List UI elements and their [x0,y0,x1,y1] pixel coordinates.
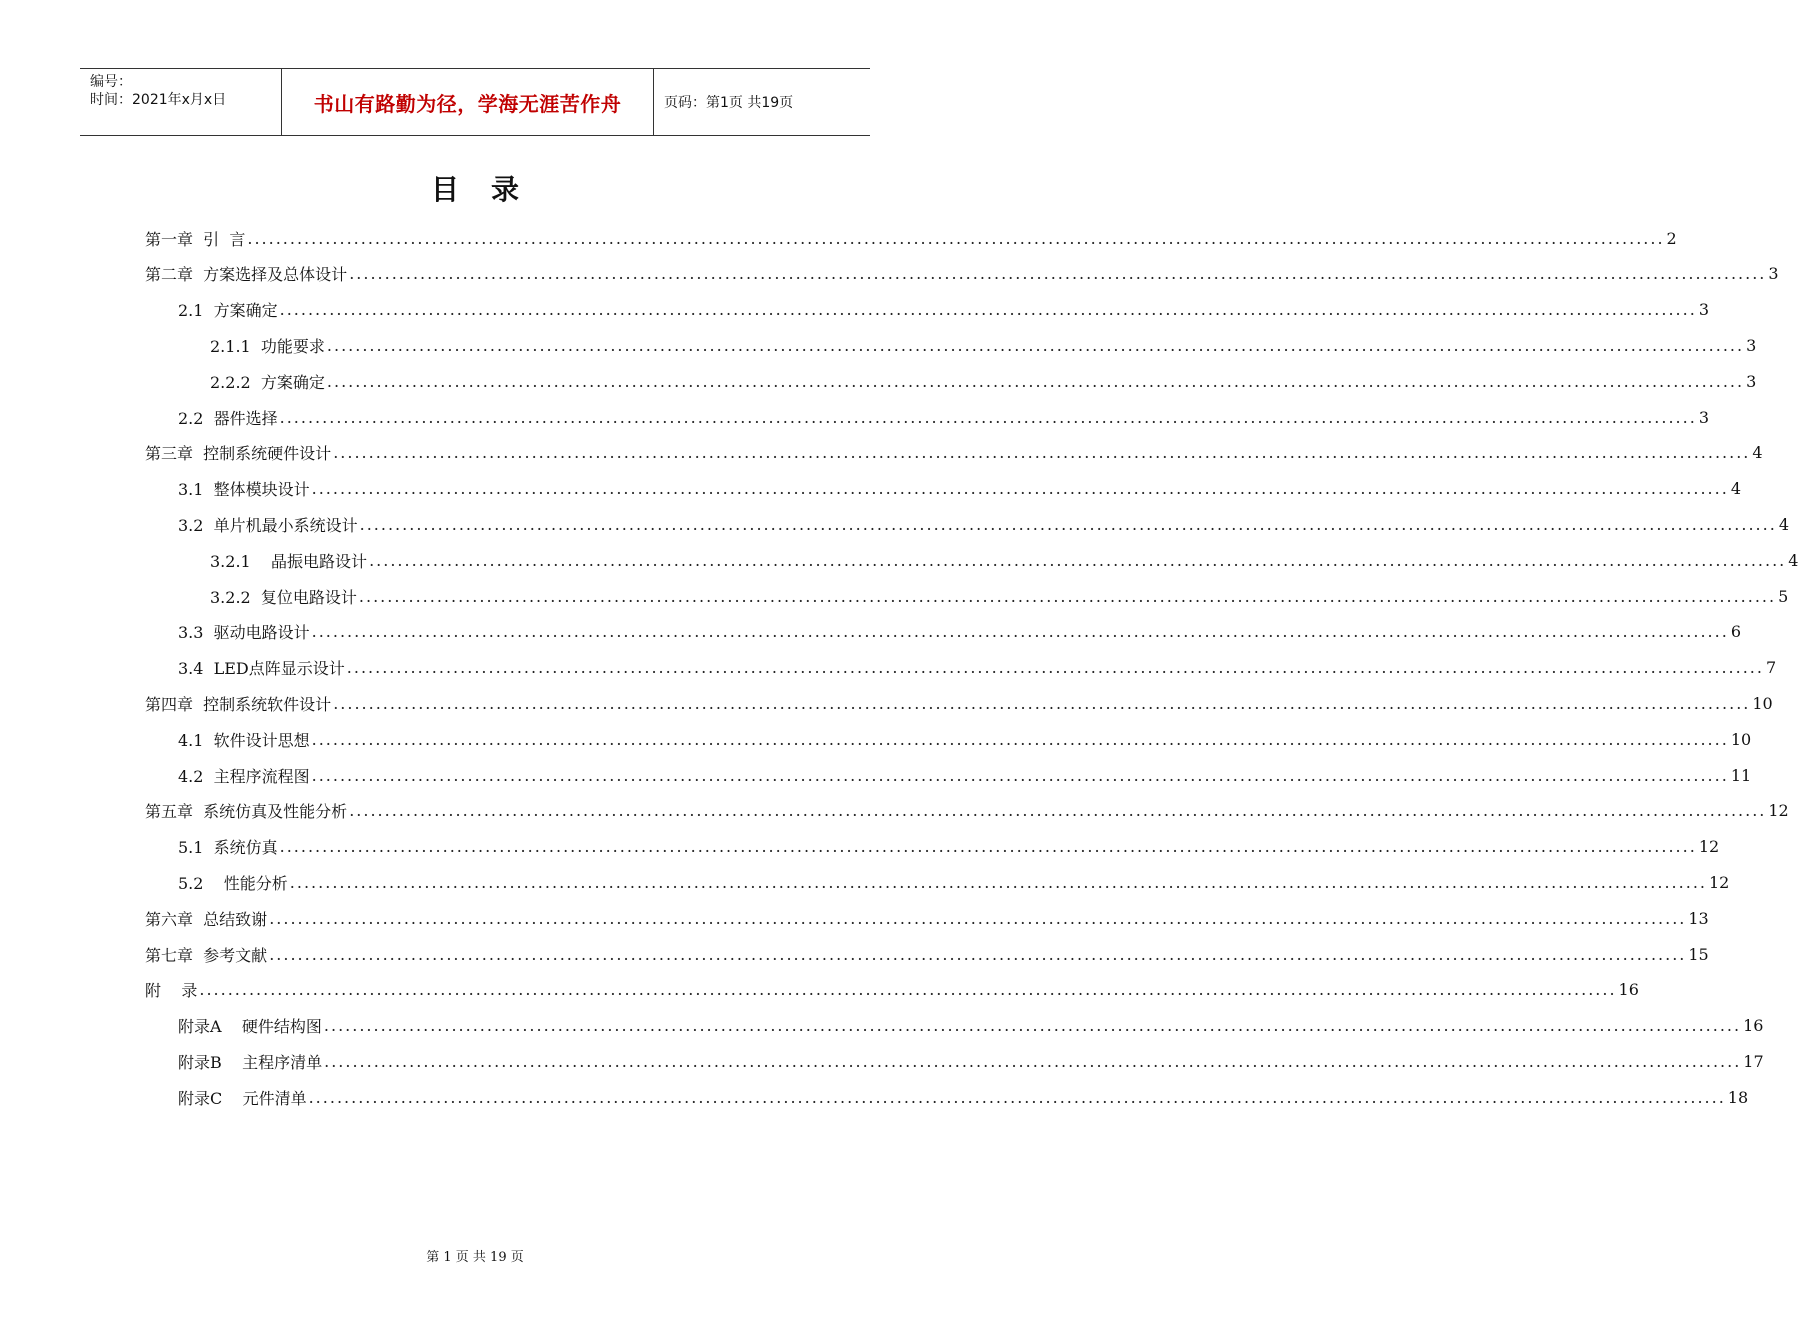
toc-entry-label: 3.1 整体模块设计 [178,480,310,500]
toc-leader-dots: ........................................................................................................................................................................................................ [333,443,1751,463]
toc-entry-page: 12 [1768,801,1789,821]
toc-leader-dots: ........................................................................................................................................................................................................ [289,872,1707,892]
document-number-label: 编号： [90,74,132,90]
toc-entry[interactable] [145,936,1709,972]
toc-leader-dots: ........................................................................................................................................................................................................ [311,729,1729,749]
toc-entry[interactable] [145,685,1773,721]
toc-entry-page: 12 [1698,837,1720,857]
toc-entry[interactable] [178,1043,1764,1079]
toc-entry-label: 5.1 系统仿真 [178,838,278,858]
toc-entry[interactable] [210,578,1789,614]
toc-leader-dots: ........................................................................................................................................................................................................ [279,300,1697,320]
toc-entry[interactable] [178,757,1752,793]
toc-entry-label: 5.2 性能分析 [178,873,288,893]
header-left-cell [80,69,282,135]
document-time-label: 时间：2021年x月x日 [90,92,227,108]
toc-entry-page: 3 [1746,371,1757,391]
toc-entry-label: 2.2.2 方案确定 [210,372,325,392]
toc-leader-dots: ........................................................................................................................................................................................................ [323,1016,1742,1036]
toc-entry[interactable] [178,614,1741,650]
toc-entry-page: 7 [1765,658,1777,678]
toc-leader-dots: ........................................................................................................................................................................................................ [349,264,1767,284]
toc-leader-dots: ........................................................................................................................................................................................................ [324,1051,1742,1071]
toc-entry[interactable] [178,506,1789,542]
toc-entry[interactable] [145,900,1709,936]
toc-entry-page: 6 [1730,622,1741,642]
toc-leader-dots: ........................................................................................................................................................................................................ [199,980,1617,1000]
toc-entry-page: 15 [1688,944,1709,964]
toc-entry-label: 第五章 系统仿真及性能分析 [145,802,348,822]
toc-leader-dots: ........................................................................................................................................................................................................ [311,765,1729,785]
toc-title: 目录 [430,173,551,206]
toc-entry-label: 附录C 元件清单 [178,1088,307,1108]
toc-entry-page: 3 [1698,300,1709,320]
toc-entry-page: 17 [1743,1051,1764,1071]
header-page-info: 页码：第1页 共19页 [664,95,794,111]
toc-entry-page: 12 [1708,872,1730,892]
page-header [80,68,870,136]
toc-entry[interactable] [178,650,1777,686]
toc-leader-dots: ........................................................................................................................................................................................................ [247,228,1665,248]
toc-entry-label: 3.2 单片机最小系统设计 [178,515,358,535]
toc-entry[interactable] [210,542,1798,578]
toc-leader-dots: ........................................................................................................................................................................................................ [311,479,1729,499]
toc-entry-page: 13 [1688,908,1709,928]
toc-entry-page: 3 [1768,264,1779,284]
toc-entry[interactable] [178,829,1720,865]
toc-entry-label: 3.2.2 复位电路设计 [210,587,357,607]
toc-entry-label: 第二章 方案选择及总体设计 [145,265,348,285]
page-footer: 第 1 页 共 19 页 [426,1250,524,1265]
toc-entry-page: 5 [1778,586,1789,606]
toc-entry[interactable] [145,220,1677,256]
toc-leader-dots: ........................................................................................................................................................................................................ [279,407,1697,427]
toc-entry[interactable] [178,721,1752,757]
toc-entry-label: 第七章 参考文献 [145,945,268,965]
toc-entry-label: 4.1 软件设计思想 [178,730,310,750]
toc-entry-label: 第六章 总结致谢 [145,909,268,929]
toc-entry-page: 3 [1698,407,1709,427]
toc-entry-label: 3.2.1 晶振电路设计 [210,551,368,571]
toc-entry[interactable] [145,256,1779,292]
toc-entry[interactable] [178,399,1709,435]
header-motto: 书山有路勤为径，学海无涯苦作舟 [282,69,654,135]
toc-entry-page: 4 [1752,443,1763,463]
toc-leader-dots: ........................................................................................................................................................................................................ [358,586,1777,606]
toc-entry[interactable] [178,864,1730,900]
toc-leader-dots: ........................................................................................................................................................................................................ [279,837,1697,857]
toc-entry[interactable] [210,327,1757,363]
toc-entry-page: 3 [1746,335,1757,355]
toc-entry-label: 3.3 驱动电路设计 [178,623,310,643]
toc-leader-dots: ........................................................................................................................................................................................................ [369,550,1787,570]
toc-entry-label: 第三章 控制系统硬件设计 [145,444,332,464]
toc-entry-page: 11 [1730,765,1752,785]
toc-leader-dots: ........................................................................................................................................................................................................ [308,1087,1726,1107]
toc-entry-label: 4.2 主程序流程图 [178,766,310,786]
toc-entry[interactable] [145,972,1639,1008]
toc-leader-dots: ........................................................................................................................................................................................................ [326,371,1745,391]
toc-entry-page: 16 [1743,1016,1764,1036]
toc-entry[interactable] [178,471,1741,507]
toc-leader-dots: ........................................................................................................................................................................................................ [359,514,1777,534]
toc-entry-page: 18 [1727,1087,1749,1107]
toc-entry-label: 2.1.1 功能要求 [210,336,325,356]
toc-leader-dots: ........................................................................................................................................................................................................ [333,693,1751,713]
toc-entry-label: 附录A 硬件结构图 [178,1017,322,1037]
toc-entry[interactable] [210,363,1757,399]
toc-entry-page: 2 [1666,228,1677,248]
toc-entry[interactable] [145,793,1789,829]
toc-entry[interactable] [178,1079,1749,1115]
toc-entry-page: 16 [1618,980,1639,1000]
toc-leader-dots: ........................................................................................................................................................................................................ [269,908,1687,928]
toc-entry[interactable] [178,1008,1764,1044]
toc-entry-page: 10 [1752,693,1773,713]
toc-leader-dots: ........................................................................................................................................................................................................ [349,801,1767,821]
toc-entry-label: 2.2 器件选择 [178,408,278,428]
toc-entry-label: 第四章 控制系统软件设计 [145,694,332,714]
toc-entry[interactable] [145,435,1763,471]
toc-entry-label: 附录B 主程序清单 [178,1052,323,1072]
toc-entry-label: 2.1 方案确定 [178,301,278,321]
toc-leader-dots: ........................................................................................................................................................................................................ [311,622,1729,642]
toc-entry[interactable] [178,292,1709,328]
toc-leader-dots: ........................................................................................................................................................................................................ [269,944,1687,964]
toc-entry-page: 4 [1778,514,1789,534]
toc-entry-label: 附 录 [145,981,198,1001]
toc-leader-dots: ........................................................................................................................................................................................................ [346,658,1764,678]
toc-entry-page: 10 [1730,729,1752,749]
toc-entry-label: 3.4 LED点阵显示设计 [178,659,345,679]
toc-entry-page: 4 [1788,550,1798,570]
toc-leader-dots: ........................................................................................................................................................................................................ [326,335,1745,355]
toc-entry-label: 第一章 引 言 [145,229,246,249]
toc-entry-page: 4 [1730,479,1741,499]
